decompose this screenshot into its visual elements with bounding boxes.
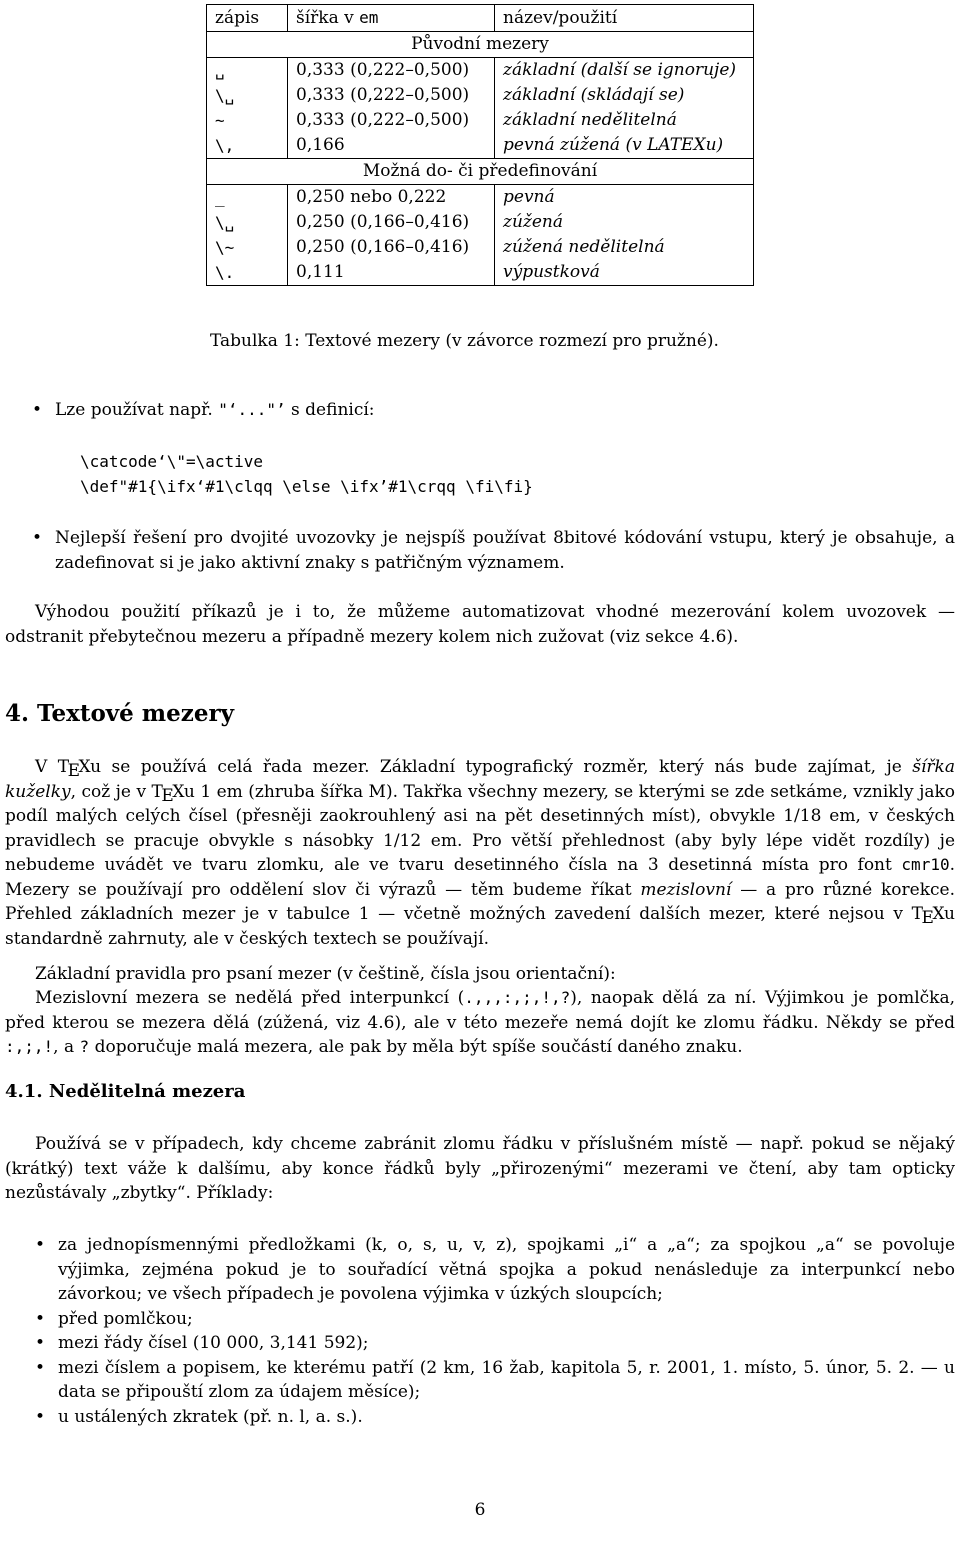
- header-name: název/použití: [495, 5, 754, 32]
- code-line-1: \catcode‘\"=\active: [80, 452, 264, 471]
- name-cell: [495, 235, 754, 260]
- text-run: doporučuje malá mezera, ale pak by měla být spíše součástí daného znaku.: [89, 1037, 743, 1057]
- name-cell: [495, 185, 754, 211]
- name-text: zúžená nedělitelná: [503, 237, 665, 257]
- name-cell: [495, 58, 754, 84]
- tex-logo: $T_EX$: [57, 757, 91, 782]
- table-row: [207, 235, 754, 260]
- table-row: [207, 210, 754, 235]
- notation-cell: \~: [207, 235, 288, 260]
- name-cell: [495, 133, 754, 159]
- table-row: [207, 108, 754, 133]
- table-header-row: [207, 5, 754, 32]
- spaces-table: [206, 4, 754, 286]
- header-width-label: šířka v: [296, 8, 360, 28]
- bullet-8bit-encoding: [32, 526, 955, 575]
- list-item-text: mezi číslem a popisem, ke kterému patří (2 km, 16 žab, kapitola 5, r. 2001, 1. místo, 5. únor, 5. 2. — u data se připouští zlom za údajem měsíce);: [58, 1357, 955, 1402]
- section-redefinable: Možná do- či předefinování: [207, 159, 754, 185]
- bullet-dot-icon: •: [32, 400, 43, 420]
- list-item-text: u ustálených zkratek (př. n. l, a. s.).: [58, 1406, 363, 1427]
- bullet-dot-icon: •: [35, 1333, 46, 1353]
- notation-cell: \.: [207, 260, 288, 286]
- text-run: u 1 em (zhruba šířka M). Takřka všechny mezery, se kterými se zde setkáme, vznikly jako podíl malých celých čísel (přesněji zaokrouhlený asi na pět desetinných míst), obvykle 1/18 em, v českých pravidlech se pracuje obvykle s násobky 1/12 em. Pro větší přehlednost (aby byly lépe vidět rozdíly) je nebudeme uvádět ve tvaru zlomku, ale ve tvaru desetinného čísla na 3 desetinná místa pro font: [5, 781, 956, 875]
- notation-cell: _: [207, 185, 288, 211]
- code-line-2: \def"#1{\ifx‘#1\clqq \else \ifx’#1\crqq \fi\fi}: [80, 477, 533, 496]
- list-item-text: mezi řády čísel (10 000, 3,141 592);: [58, 1333, 369, 1353]
- paragraph-advantage: Výhodou použití příkazů je i to, že můžeme automatizovat vhodné mezerování kolem uvozovek — odstranit přebytečnou mezeru a případně mezery kolem nich zužovat (viz sekce 4.6).: [5, 602, 955, 647]
- inline-code: "‘..."’: [218, 400, 286, 419]
- name-text: pevná: [503, 187, 555, 207]
- name-text: základní nedělitelná: [503, 110, 677, 130]
- table-row: [207, 185, 754, 211]
- name-text: zúžená: [503, 212, 564, 232]
- table-row: [207, 58, 754, 84]
- width-cell: 0,333 (0,222–0,500): [288, 108, 495, 133]
- bullet-text-end: s definicí:: [285, 400, 375, 420]
- table-section-row: [207, 159, 754, 185]
- inline-code: cmr10: [901, 855, 950, 874]
- name-cell: [495, 83, 754, 108]
- width-cell: 0,250 nebo 0,222: [288, 185, 495, 211]
- table-row: [207, 83, 754, 108]
- bullet-dot-icon: •: [35, 1235, 46, 1255]
- examples-list: [5, 1233, 955, 1429]
- header-width-unit: em: [359, 8, 379, 27]
- list-item: [5, 1331, 955, 1356]
- bullet-dot-icon: •: [32, 528, 43, 548]
- table-section-row: [207, 32, 754, 58]
- notation-cell: \␣: [207, 83, 288, 108]
- emphasis: mezislovní: [640, 879, 732, 900]
- text-run: V: [35, 757, 58, 777]
- section-original-spaces: Původní mezery: [207, 32, 754, 58]
- table-caption: Tabulka 1: Textové mezery (v závorce rozmezí pro pružné).: [210, 331, 719, 351]
- list-item: [5, 1307, 955, 1332]
- header-notation: zápis: [207, 5, 288, 32]
- name-text: výpustková: [503, 262, 600, 282]
- section-title: 4. Textové mezery: [5, 700, 234, 727]
- tex-logo: $T_EX$: [151, 781, 184, 806]
- width-cell: 0,166: [288, 133, 495, 159]
- width-cell: 0,111: [288, 260, 495, 286]
- paragraph-nonbreaking: Používá se v případech, kdy chceme zabránit zlomu řádku v příslušném místě — např. pokud se nějaký (krátký) text váže k dalšímu, aby konce řádků byly „přirozenými“ mezerami ve čtení, aby tam opticky nezůstávaly „zbytky“. Příklady:: [5, 1134, 955, 1203]
- list-item: [5, 1405, 955, 1430]
- name-cell: [495, 260, 754, 286]
- paragraph-rules-intro: Základní pravidla pro psaní mezer (v češtině, čísla jsou orientační):: [35, 964, 616, 984]
- inline-code: .,,,:,;,!,?: [464, 988, 571, 1007]
- text-run: . Mezery se používají pro oddělení slov či výrazů — těm budeme říkat: [5, 855, 955, 900]
- page-number: 6: [474, 1500, 486, 1520]
- text-run: u standardně zahrnuty, ale v českých textech se používají.: [5, 904, 955, 949]
- text-run: , což je v: [70, 781, 152, 802]
- width-cell: 0,250 (0,166–0,416): [288, 210, 495, 235]
- bullet-dot-icon: •: [35, 1357, 46, 1378]
- subsection-title: 4.1. Nedělitelná mezera: [5, 1081, 246, 1102]
- table-row: [207, 260, 754, 286]
- name-text: pevná zúžená (v LATEXu): [503, 135, 724, 155]
- width-cell: 0,333 (0,222–0,500): [288, 58, 495, 84]
- width-cell: 0,333 (0,222–0,500): [288, 83, 495, 108]
- notation-cell: ~: [207, 108, 288, 133]
- header-width: [288, 5, 495, 32]
- bullet-dot-icon: •: [35, 1406, 46, 1427]
- inline-code: :,;,!: [5, 1037, 54, 1056]
- name-text: základní (skládají se): [503, 85, 685, 105]
- tex-logo: $T_EX$: [911, 904, 945, 929]
- name-cell: [495, 108, 754, 133]
- inline-code: ?: [79, 1037, 90, 1056]
- list-item: [5, 1233, 955, 1307]
- width-cell: 0,250 (0,166–0,416): [288, 235, 495, 260]
- text-run: Mezislovní mezera se nedělá před interpunkcí (: [35, 988, 465, 1008]
- paragraph-text-spaces: [5, 755, 955, 951]
- notation-cell: ␣: [207, 58, 288, 84]
- bullet-text: Nejlepší řešení pro dvojité uvozovky je nejspíš používat 8bitové kódování vstupu, který je obsahuje, a zadefinovat si je jako aktivní znaky s patřičným významem.: [55, 528, 955, 573]
- bullet-quotes-definition: [32, 398, 935, 423]
- text-run: , a: [53, 1037, 80, 1057]
- name-cell: [495, 210, 754, 235]
- list-item: [5, 1356, 955, 1405]
- list-item-text: za jednopísmennými předložkami (k, o, s, u, v, z), spojkami „i“ a „a“; za spojkou „a“ se povoluje výjimka, zejména pokud je to souřadící větná spojka a pokud nenásleduje za interpunkcí nebo závorkou; ve všech případech je povolena výjimka v úzkých sloupcích;: [58, 1235, 955, 1304]
- text-run: u se používá celá řada mezer. Základní typografický rozměr, který nás bude zajímat, je: [90, 757, 913, 777]
- paragraph-rules: [5, 986, 955, 1060]
- list-item-text: před pomlčkou;: [58, 1308, 193, 1329]
- table-row: [207, 133, 754, 159]
- text-run: ), naopak dělá za ní. Výjimkou je pomlčka, před kterou se mezera dělá (zúžená, viz 4.6), ale v této mezeře nemá dojít ke zlomu řádku. Někdy se před: [5, 988, 955, 1033]
- emphasis: šířka kuželky: [5, 757, 955, 802]
- text-run: — a pro různé korekce. Přehled základních mezer je v tabulce 1 — včetně možných zavedení dalších mezer, které nejsou v: [5, 879, 955, 924]
- bullet-text: Lze používat např.: [55, 400, 219, 420]
- name-text: základní (další se ignoruje): [503, 60, 737, 80]
- notation-cell: \,: [207, 133, 288, 159]
- notation-cell: \␣: [207, 210, 288, 235]
- bullet-dot-icon: •: [35, 1308, 46, 1329]
